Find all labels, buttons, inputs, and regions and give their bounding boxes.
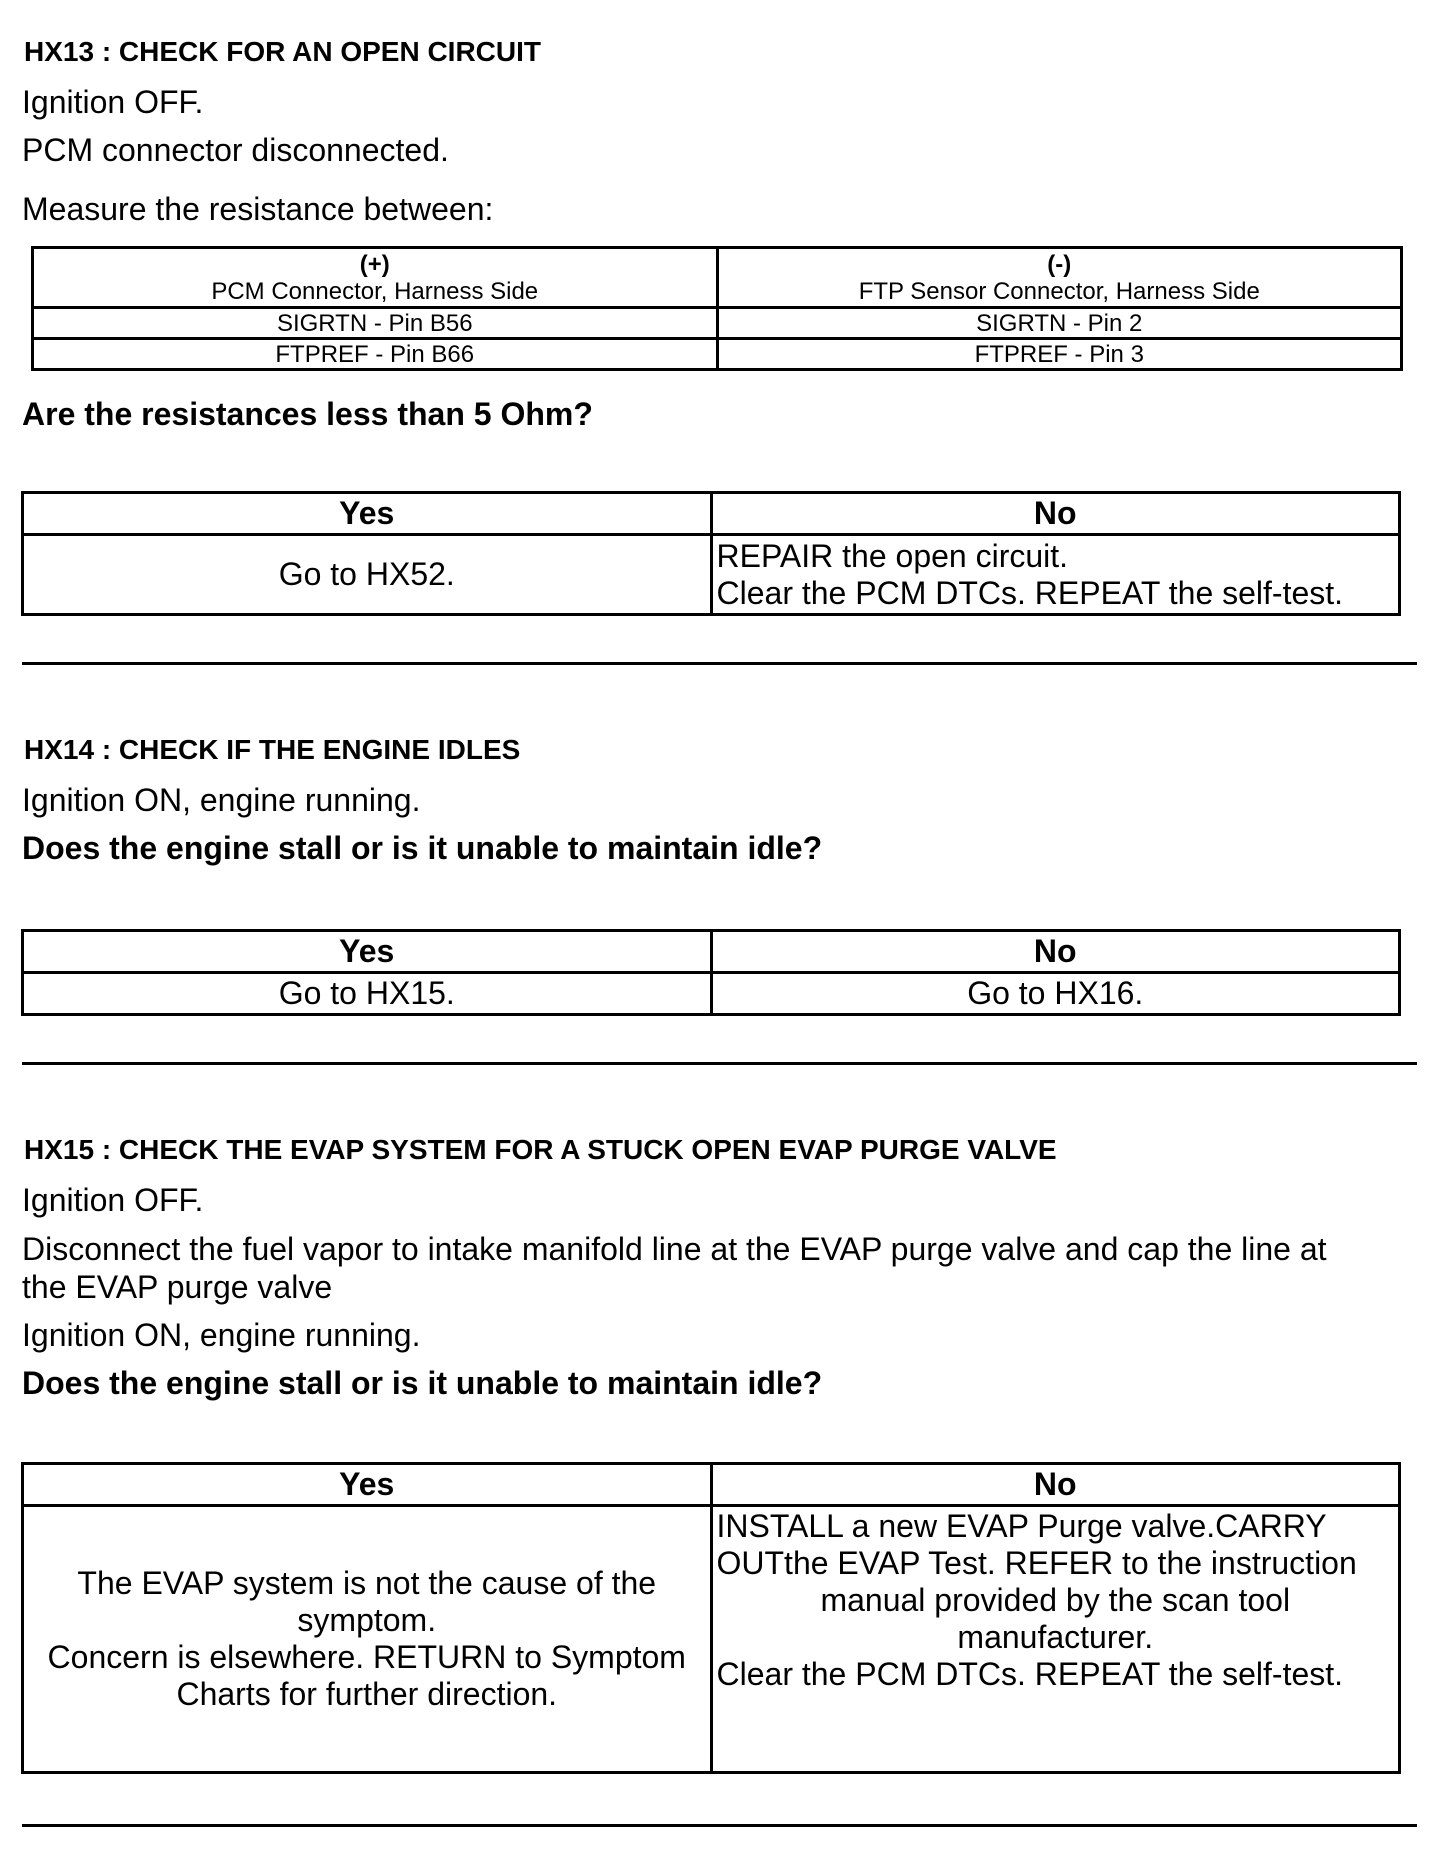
section-heading-hx15: HX15 : CHECK THE EVAP SYSTEM FOR A STUCK OPEN EVAP PURGE VALVE — [24, 1134, 1057, 1165]
result-table — [21, 929, 1401, 1016]
cell-line: Clear the PCM DTCs. REPEAT the self-test. — [716, 1656, 1344, 1692]
header-label: FTP Sensor Connector, Harness Side — [858, 278, 1260, 305]
header-label: PCM Connector, Harness Side — [211, 278, 539, 305]
step-text: Measure the resistance between: — [22, 191, 494, 227]
cell-line: manual provided by the scan tool — [820, 1582, 1291, 1618]
cell-line: Charts for further direction. — [176, 1676, 558, 1712]
table-cell: SIGRTN - Pin B56 — [33, 308, 718, 339]
table-row — [23, 973, 1400, 1015]
step-text: Ignition ON, engine running. — [22, 1317, 421, 1353]
table-cell: FTPREF - Pin 3 — [717, 339, 1402, 370]
step-text: Disconnect the fuel vapor to intake manifold line at the EVAP purge valve and cap the line at — [22, 1231, 1327, 1267]
measurement-table — [31, 246, 1403, 371]
no-cell: Go to HX16. — [711, 973, 1400, 1015]
cell-line: REPAIR the open circuit. — [716, 537, 1069, 574]
table-row — [33, 339, 1402, 370]
yes-cell — [23, 1506, 712, 1773]
table-header-row — [23, 1464, 1400, 1506]
yes-cell: Go to HX52. — [23, 535, 712, 615]
cell-line: OUTthe EVAP Test. REFER to the instruction — [716, 1545, 1357, 1581]
yes-header: Yes — [23, 931, 712, 973]
yes-cell: Go to HX15. — [23, 973, 712, 1015]
polarity-label: (-) — [1047, 251, 1072, 278]
cell-line: INSTALL a new EVAP Purge valve.CARRY — [716, 1508, 1327, 1544]
question-text: Are the resistances less than 5 Ohm? — [22, 396, 593, 432]
no-header: No — [711, 493, 1400, 535]
no-header: No — [711, 1464, 1400, 1506]
step-text: PCM connector disconnected. — [22, 132, 449, 168]
no-cell — [711, 1506, 1400, 1773]
table-row — [23, 535, 1400, 615]
table-header-row — [23, 931, 1400, 973]
section-divider — [22, 1062, 1417, 1065]
table-row — [33, 308, 1402, 339]
table-cell: FTPREF - Pin B66 — [33, 339, 718, 370]
table-header-row — [33, 248, 1402, 308]
polarity-label: (+) — [359, 251, 390, 278]
cell-line: manufacturer. — [957, 1619, 1154, 1655]
cell-line: Clear the PCM DTCs. REPEAT the self-test. — [716, 574, 1344, 611]
section-heading-hx14: HX14 : CHECK IF THE ENGINE IDLES — [24, 734, 521, 765]
step-text: Ignition OFF. — [22, 1182, 204, 1218]
table-header-row — [23, 493, 1400, 535]
no-cell — [711, 535, 1400, 615]
cell-line: The EVAP system is not the cause of the — [77, 1565, 657, 1601]
table-header-cell-positive — [33, 248, 718, 308]
table-row — [23, 1506, 1400, 1773]
result-table — [21, 491, 1401, 616]
step-text: Ignition OFF. — [22, 84, 204, 120]
question-text: Does the engine stall or is it unable to maintain idle? — [22, 830, 823, 866]
table-cell: SIGRTN - Pin 2 — [717, 308, 1402, 339]
question-text: Does the engine stall or is it unable to maintain idle? — [22, 1365, 823, 1401]
table-header-cell-negative — [717, 248, 1402, 308]
result-table — [21, 1462, 1401, 1774]
yes-header: Yes — [23, 1464, 712, 1506]
section-divider — [22, 1824, 1417, 1827]
cell-line: symptom. — [297, 1602, 437, 1638]
step-text: the EVAP purge valve — [22, 1269, 333, 1305]
section-divider — [22, 662, 1417, 665]
cell-line: Concern is elsewhere. RETURN to Symptom — [47, 1639, 686, 1675]
section-heading-hx13: HX13 : CHECK FOR AN OPEN CIRCUIT — [24, 36, 542, 67]
yes-header: Yes — [23, 493, 712, 535]
no-header: No — [711, 931, 1400, 973]
step-text: Ignition ON, engine running. — [22, 782, 421, 818]
